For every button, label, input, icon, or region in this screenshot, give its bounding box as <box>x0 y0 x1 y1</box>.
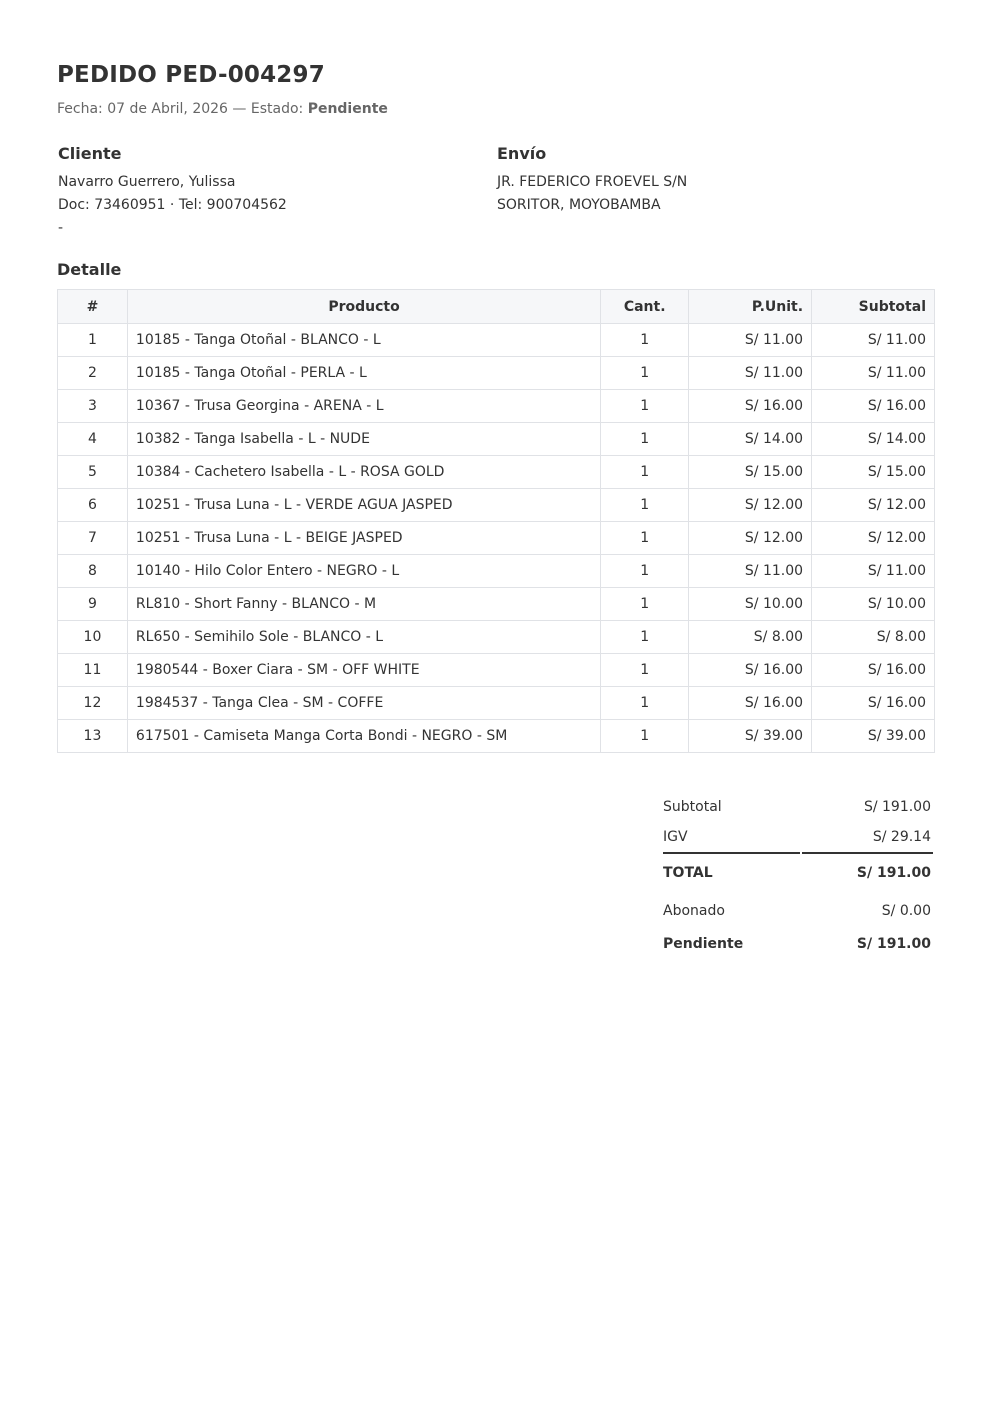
total-label: TOTAL <box>663 865 713 881</box>
table-row <box>58 555 935 588</box>
client-name: Navarro Guerrero, Yulissa <box>58 174 236 190</box>
item-subtotal: S/ 10.00 <box>812 588 935 621</box>
item-number: 12 <box>58 687 128 720</box>
table-row <box>58 588 935 621</box>
item-unit-price: S/ 16.00 <box>689 654 812 687</box>
pending-label: Pendiente <box>663 936 744 952</box>
item-subtotal: S/ 11.00 <box>812 357 935 390</box>
item-product: 10251 - Trusa Luna - L - VERDE AGUA JASPED <box>127 489 600 522</box>
item-quantity: 1 <box>601 456 689 489</box>
subtotal-label: Subtotal <box>663 799 722 815</box>
column-header-product: Producto <box>127 290 600 324</box>
totals-subtotal-row <box>663 792 933 822</box>
shipping-address-line2: SORITOR, MOYOBAMBA <box>497 197 661 213</box>
totals-igv-row <box>663 822 933 852</box>
item-unit-price: S/ 39.00 <box>689 720 812 753</box>
item-number: 1 <box>58 324 128 357</box>
pending-value: S/ 191.00 <box>856 936 931 952</box>
item-unit-price: S/ 12.00 <box>689 489 812 522</box>
column-header-quantity: Cant. <box>601 290 689 324</box>
item-unit-price: S/ 15.00 <box>689 456 812 489</box>
item-product: 1984537 - Tanga Clea - SM - COFFE <box>127 687 600 720</box>
item-quantity: 1 <box>601 687 689 720</box>
item-number: 5 <box>58 456 128 489</box>
shipping-address-line1: JR. FEDERICO FROEVEL S/N <box>497 174 688 190</box>
item-number: 10 <box>58 621 128 654</box>
client-doc-tel: Doc: 73460951 · Tel: 900704562 <box>58 197 287 213</box>
item-unit-price: S/ 16.00 <box>689 390 812 423</box>
table-row <box>58 621 935 654</box>
item-quantity: 1 <box>601 588 689 621</box>
totals-paid-row <box>663 892 933 930</box>
status-badge: Pendiente <box>307 101 388 117</box>
item-subtotal: S/ 16.00 <box>812 654 935 687</box>
item-product: 10185 - Tanga Otoñal - BLANCO - L <box>127 324 600 357</box>
item-unit-price: S/ 12.00 <box>689 522 812 555</box>
item-product: RL810 - Short Fanny - BLANCO - M <box>127 588 600 621</box>
item-product: 10367 - Trusa Georgina - ARENA - L <box>127 390 600 423</box>
column-header-number: # <box>58 290 128 324</box>
item-number: 2 <box>58 357 128 390</box>
item-subtotal: S/ 11.00 <box>812 324 935 357</box>
table-row <box>58 324 935 357</box>
table-row <box>58 720 935 753</box>
item-number: 7 <box>58 522 128 555</box>
order-items-table <box>57 289 935 753</box>
table-header-row <box>58 290 935 324</box>
page-title: PEDIDO PED-004297 <box>57 62 325 88</box>
item-quantity: 1 <box>601 720 689 753</box>
item-unit-price: S/ 8.00 <box>689 621 812 654</box>
item-unit-price: S/ 16.00 <box>689 687 812 720</box>
item-product: 10251 - Trusa Luna - L - BEIGE JASPED <box>127 522 600 555</box>
column-header-unit-price: P.Unit. <box>689 290 812 324</box>
paid-label: Abonado <box>663 903 725 919</box>
item-number: 4 <box>58 423 128 456</box>
item-product: 10185 - Tanga Otoñal - PERLA - L <box>127 357 600 390</box>
subtotal-value: S/ 191.00 <box>863 799 931 815</box>
item-quantity: 1 <box>601 654 689 687</box>
order-meta <box>57 101 388 117</box>
shipping-heading: Envío <box>497 144 547 163</box>
client-heading: Cliente <box>58 144 122 163</box>
table-row <box>58 654 935 687</box>
item-subtotal: S/ 12.00 <box>812 522 935 555</box>
item-quantity: 1 <box>601 621 689 654</box>
table-row <box>58 423 935 456</box>
item-subtotal: S/ 8.00 <box>812 621 935 654</box>
item-unit-price: S/ 11.00 <box>689 324 812 357</box>
totals-summary <box>663 792 933 958</box>
paid-value: S/ 0.00 <box>881 903 931 919</box>
item-product: 1980544 - Boxer Ciara - SM - OFF WHITE <box>127 654 600 687</box>
item-product: 617501 - Camiseta Manga Corta Bondi - NEGRO - SM <box>127 720 600 753</box>
column-header-subtotal: Subtotal <box>812 290 935 324</box>
item-subtotal: S/ 16.00 <box>812 687 935 720</box>
item-unit-price: S/ 11.00 <box>689 555 812 588</box>
item-subtotal: S/ 15.00 <box>812 456 935 489</box>
detail-heading: Detalle <box>57 260 122 279</box>
table-row <box>58 456 935 489</box>
item-subtotal: S/ 14.00 <box>812 423 935 456</box>
item-quantity: 1 <box>601 489 689 522</box>
item-unit-price: S/ 11.00 <box>689 357 812 390</box>
item-quantity: 1 <box>601 324 689 357</box>
total-divider <box>663 852 933 854</box>
item-number: 11 <box>58 654 128 687</box>
item-number: 8 <box>58 555 128 588</box>
item-product: 10382 - Tanga Isabella - L - NUDE <box>127 423 600 456</box>
item-quantity: 1 <box>601 390 689 423</box>
totals-pending-row <box>663 930 933 958</box>
item-unit-price: S/ 14.00 <box>689 423 812 456</box>
table-row <box>58 522 935 555</box>
item-number: 9 <box>58 588 128 621</box>
table-row <box>58 390 935 423</box>
item-number: 13 <box>58 720 128 753</box>
igv-label: IGV <box>663 829 688 845</box>
item-quantity: 1 <box>601 522 689 555</box>
igv-value: S/ 29.14 <box>872 829 931 845</box>
table-row <box>58 357 935 390</box>
item-number: 6 <box>58 489 128 522</box>
item-subtotal: S/ 16.00 <box>812 390 935 423</box>
item-product: 10140 - Hilo Color Entero - NEGRO - L <box>127 555 600 588</box>
item-quantity: 1 <box>601 423 689 456</box>
item-quantity: 1 <box>601 555 689 588</box>
item-product: 10384 - Cachetero Isabella - L - ROSA GOLD <box>127 456 600 489</box>
table-row <box>58 687 935 720</box>
item-subtotal: S/ 11.00 <box>812 555 935 588</box>
item-subtotal: S/ 12.00 <box>812 489 935 522</box>
client-extra: - <box>58 220 64 236</box>
item-product: RL650 - Semihilo Sole - BLANCO - L <box>127 621 600 654</box>
item-number: 3 <box>58 390 128 423</box>
item-quantity: 1 <box>601 357 689 390</box>
item-subtotal: S/ 39.00 <box>812 720 935 753</box>
total-value: S/ 191.00 <box>856 865 931 881</box>
table-row <box>58 489 935 522</box>
order-date: Fecha: 07 de Abril, 2026 — Estado: <box>57 101 308 117</box>
totals-total-row <box>663 854 933 892</box>
item-unit-price: S/ 10.00 <box>689 588 812 621</box>
